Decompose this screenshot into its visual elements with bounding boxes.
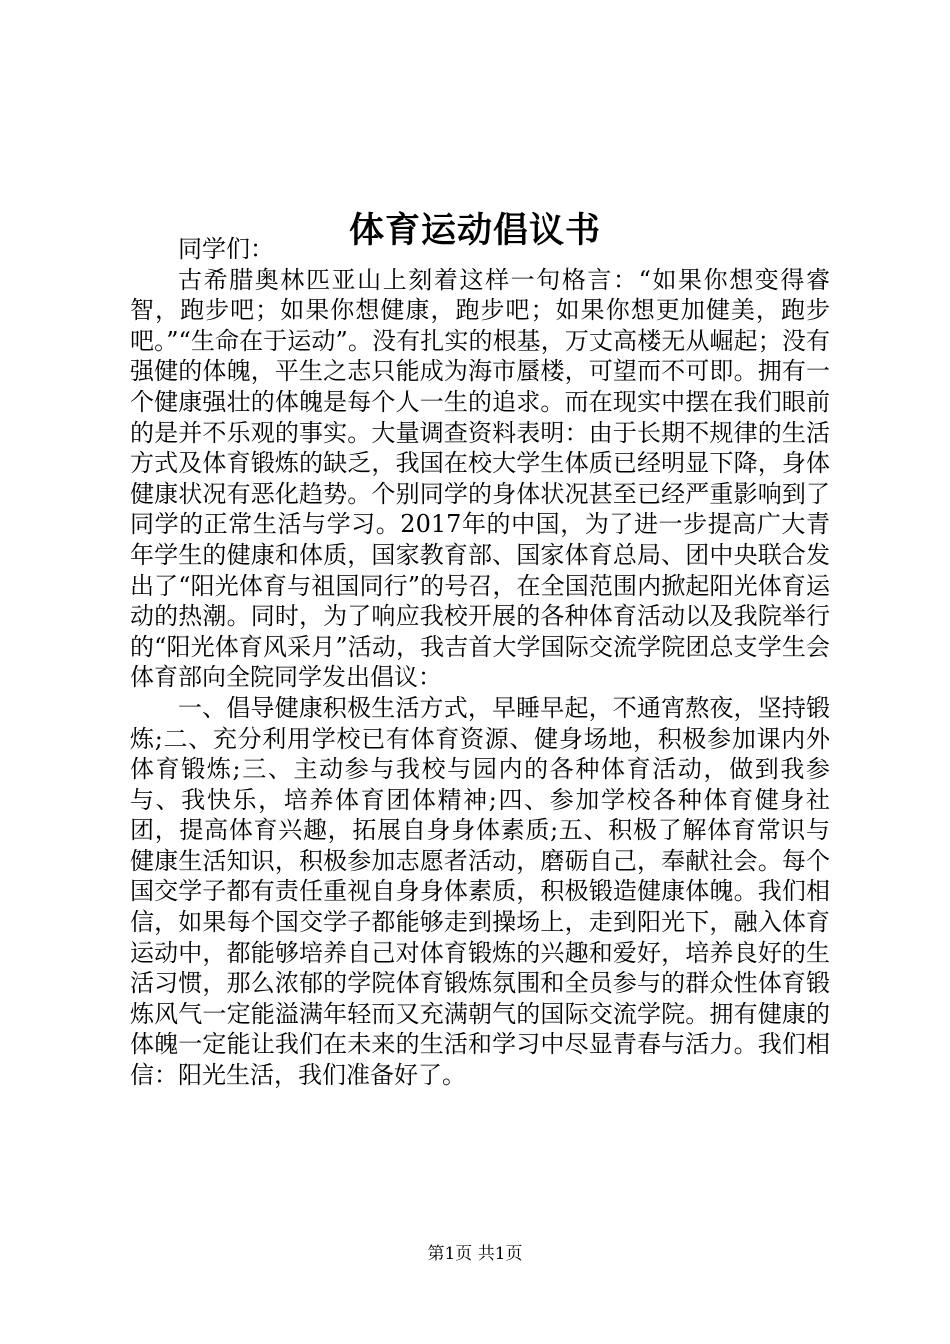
body-paragraph-intro: 古希腊奥林匹亚山上刻着这样一句格言：“如果你想变得睿智，跑步吧；如果你想健康，跑步吧；如果你想更加健美，跑步吧。”“生命在于运动”。没有扎实的根基，万丈高楼无从崛起；没有强健的体魄，平生之志只能成为海市蜃楼，可望而不可即。拥有一个健康强壮的体魄是每个人一生的追求。而在现实中摆在我们眼前的是并不乐观的事实。大量调查资料表明：由于长期不规律的生活方式及体育锻炼的缺乏，我国在校大学生体质已经明显下降，身体健康状况有恶化趋势。个别同学的身体状况甚至已经严重影响到了同学的正常生活与学习。2017年的中国，为了进一步提高广大青年学生的健康和体质，国家教育部、国家体育总局、团中央联合发出了“阳光体育与祖国同行”的号召，在全国范围内掀起阳光体育运动的热潮。同时，为了响应我校开展的各种体育活动以及我院举行的“阳光体育风采月”活动，我吉首大学国际交流学院团总支学生会体育部向全院同学发出倡议： xyxy=(130,265,830,692)
greeting: 同学们： xyxy=(178,235,274,263)
document-title: 体育运动倡议书 xyxy=(348,210,601,252)
document-body xyxy=(130,234,830,1091)
body-paragraph-proposals: 一、倡导健康积极生活方式，早睡早起，不通宵熬夜，坚持锻炼;二、充分利用学校已有体育资源、健身场地，积极参加课内外体育锻炼;三、主动参与我校与园内的各种体育活动，做到我参与、我快乐，培养体育团体精神;四、参加学校各种体育健身社团，提高体育兴趣，拓展自身身体素质;五、积极了解体育常识与健康生活知识，积极参加志愿者活动，磨砺自己，奉献社会。每个国交学子都有责任重视自身身体素质，积极锻造健康体魄。我们相信，如果每个国交学子都能够走到操场上，走到阳光下，融入体育运动中，都能够培养自己对体育锻炼的兴趣和爱好，培养良好的生活习惯，那么浓郁的学院体育锻炼氛围和全员参与的群众性体育锻炼风气一定能溢满年轻而又充满朝气的国际交流学院。拥有健康的体魄一定能让我们在未来的生活和学习中尽显青春与活力。我们相信：阳光生活，我们准备好了。 xyxy=(130,693,830,1090)
page-footer: 第1页 共1页 xyxy=(427,1244,523,1264)
